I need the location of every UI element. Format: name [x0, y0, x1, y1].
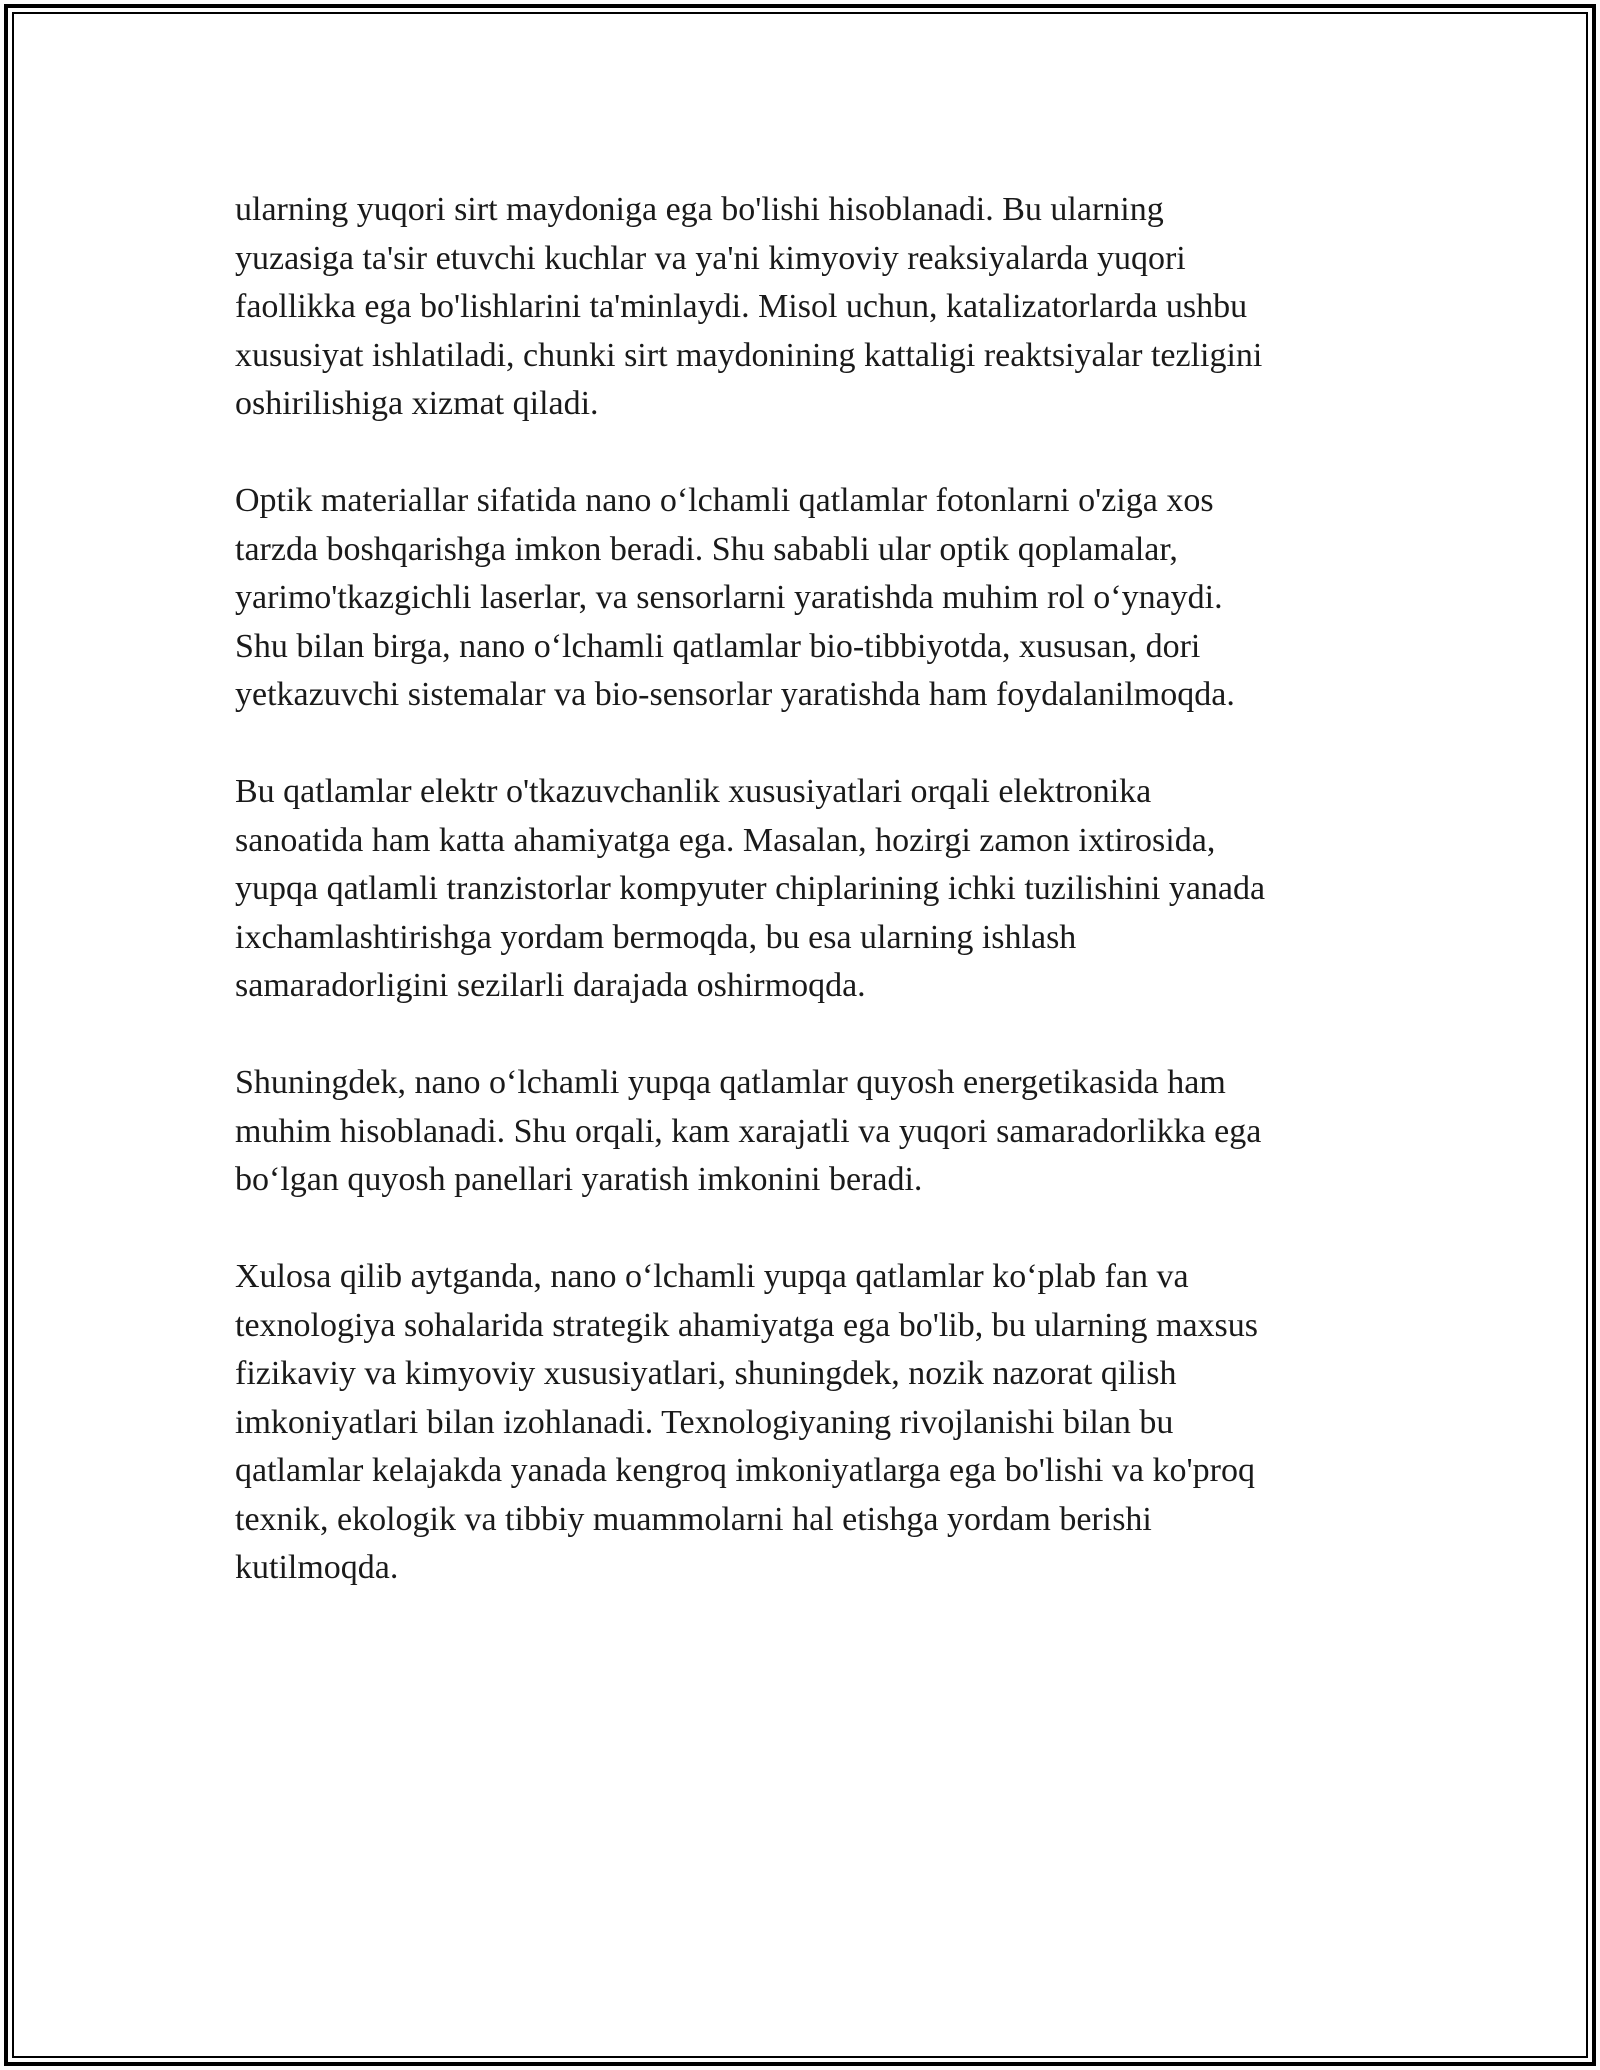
text-line: sanoatida ham katta ahamiyatga ega. Masalan, hozirgi zamon ixtirosida, — [235, 821, 1216, 859]
text-line: Shuningdek, nano o‘lchamli yupqa qatlamlar quyosh energetikasida ham — [235, 1064, 1226, 1101]
text-line: yarimo'tkazgichli laserlar, va sensorlarni yaratishda muhim rol o‘ynaydi. — [235, 579, 1223, 616]
text-line: texnik, ekologik va tibbiy muammolarni hal etishga yordam berishi — [235, 1500, 1152, 1538]
text-line: yupqa qatlamli tranzistorlar kompyuter chiplarining ichki tuzilishini yanada — [235, 870, 1266, 907]
text-line: bo‘lgan quyosh panellari yaratish imkonini beradi. — [235, 1161, 923, 1198]
text-line: texnologiya sohalarida strategik ahamiyatga ega bo'lib, bu ularning maxsus — [235, 1306, 1259, 1344]
text-line: ularning yuqori sirt maydoniga ega bo'lishi hisoblanadi. Bu ularning — [235, 191, 1164, 228]
text-line: Optik materiallar sifatida nano o‘lchamli qatlamlar fotonlarni o'ziga xos — [235, 482, 1214, 519]
text-line: tarzda boshqarishga imkon beradi. Shu sababli ular optik qoplamalar, — [235, 530, 1178, 568]
text-line: xususiyat ishlatiladi, chunki sirt maydonining kattaligi reaktsiyalar tezligini — [235, 336, 1263, 374]
text-line: samaradorligini sezilarli darajada oshirmoqda. — [235, 967, 866, 1004]
text-line: kutilmoqda. — [235, 1549, 399, 1586]
text-line: yuzasiga ta'sir etuvchi kuchlar va ya'ni kimyoviy reaksiyalarda yuqori — [235, 239, 1186, 277]
document-body — [235, 186, 1365, 1593]
paragraph-1 — [235, 186, 1365, 429]
text-line: ixchamlashtirishga yordam bermoqda, bu esa ularning ishlash — [235, 918, 1077, 956]
text-line: fizikaviy va kimyoviy xususiyatlari, shuningdek, nozik nazorat qilish — [235, 1355, 1177, 1392]
text-line: muhim hisoblanadi. Shu orqali, kam xarajatli va yuqori samaradorlikka ega — [235, 1112, 1262, 1150]
text-line: Shu bilan birga, nano o‘lchamli qatlamlar bio-tibbiyotda, xususan, dori — [235, 627, 1201, 665]
text-line: qatlamlar kelajakda yanada kengroq imkoniyatlarga ega bo'lishi va ko'proq — [235, 1452, 1255, 1489]
text-line: Xulosa qilib aytganda, nano o‘lchamli yupqa qatlamlar ko‘plab fan va — [235, 1258, 1189, 1295]
text-line: yetkazuvchi sistemalar va bio-sensorlar yaratishda ham foydalanilmoqda. — [235, 676, 1235, 713]
text-line: faollikka ega bo'lishlarini ta'minlaydi. Misol uchun, katalizatorlarda ushbu — [235, 288, 1248, 325]
paragraph-3 — [235, 768, 1365, 1011]
paragraph-2 — [235, 477, 1365, 720]
text-line: oshirilishiga xizmat qiladi. — [235, 385, 599, 422]
text-line: Bu qatlamlar elektr o'tkazuvchanlik xususiyatlari orqali elektronika — [235, 773, 1152, 810]
paragraph-5 — [235, 1253, 1365, 1593]
paragraph-4 — [235, 1059, 1365, 1205]
text-line: imkoniyatlari bilan izohlanadi. Texnologiyaning rivojlanishi bilan bu — [235, 1403, 1174, 1441]
